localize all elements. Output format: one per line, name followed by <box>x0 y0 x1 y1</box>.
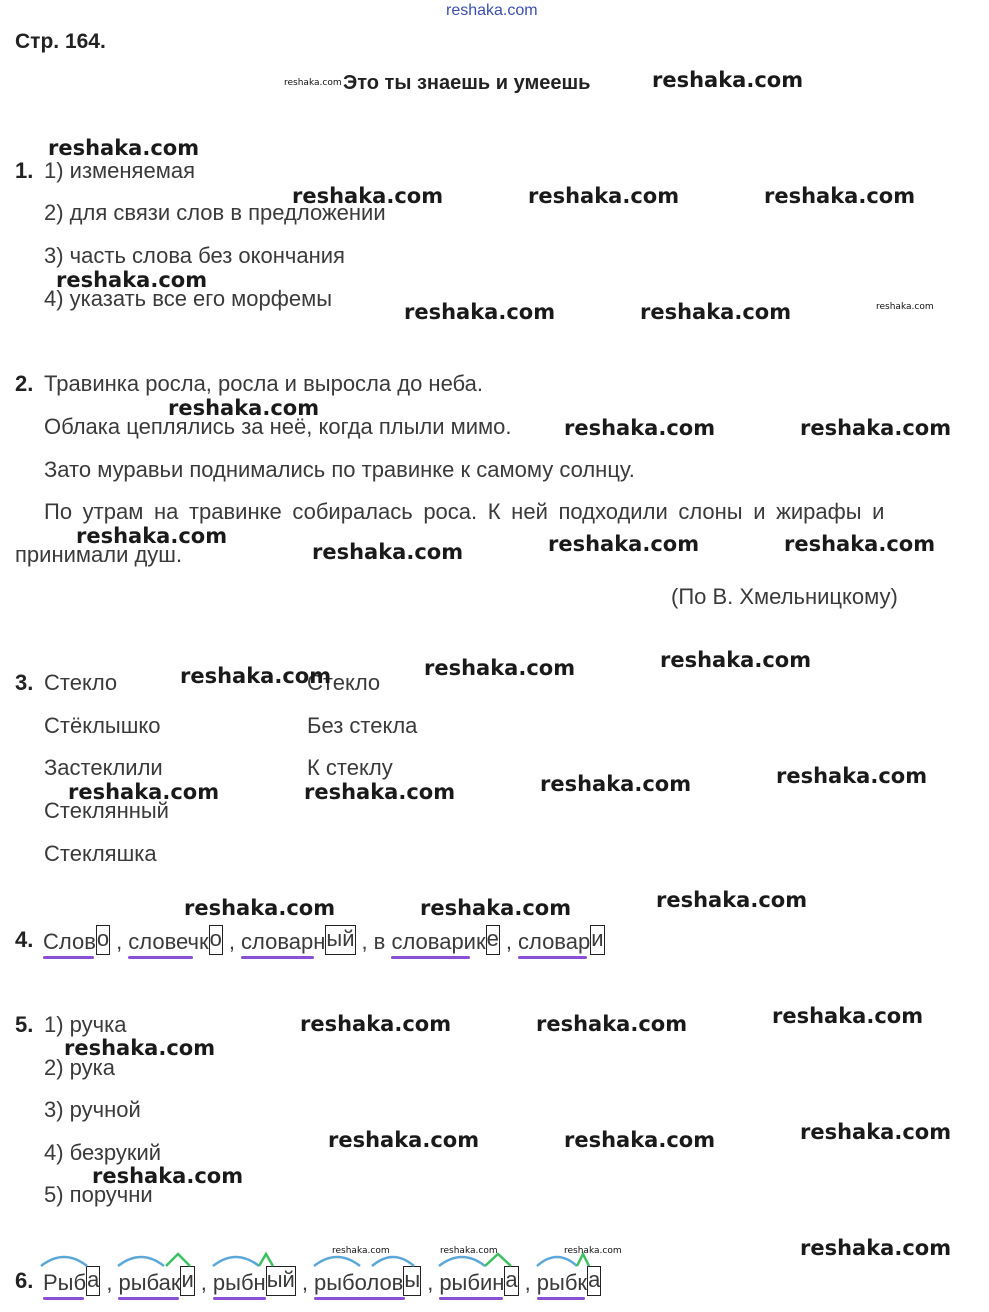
watermark: reshaka.com <box>180 664 332 688</box>
task6-word-3 <box>213 1266 296 1296</box>
task1-item-1: 1) изменяемая <box>44 158 195 183</box>
task4-word-5-root: словар <box>517 929 591 954</box>
watermark: reshaka.com <box>776 764 928 788</box>
task6-word-5-root: рыбин <box>439 1270 505 1295</box>
comma: , <box>361 929 368 954</box>
task3-number: 3. <box>15 670 34 695</box>
root-underline <box>43 1297 84 1300</box>
task2-line-1: Травинка росла, росла и выросла до неба. <box>44 371 484 396</box>
watermark: reshaka.com <box>328 1128 480 1152</box>
watermark: reshaka.com <box>300 1012 452 1036</box>
task6-word-4-ending: ы <box>403 1266 421 1296</box>
comma: , <box>200 1270 207 1295</box>
root-underline <box>118 1297 178 1300</box>
watermark-small: reshaka.com <box>332 1246 390 1256</box>
comma: , <box>524 1270 531 1295</box>
watermark: reshaka.com <box>56 268 208 292</box>
task6-word-6-ending: а <box>587 1266 601 1296</box>
task4-word-1 <box>43 925 110 955</box>
comma: , <box>427 1270 434 1295</box>
comma: , <box>106 1270 113 1295</box>
task6-word-4-root: рыболов <box>313 1270 404 1295</box>
comma: , <box>505 929 512 954</box>
root-underline <box>314 1297 405 1300</box>
task3-right-1: Стекло <box>307 670 381 695</box>
task3-right-3: К стеклу <box>307 755 393 780</box>
task2-line-2: Облака цеплялись за неё, когда плыли мимо. <box>44 414 512 439</box>
root-arc <box>116 1252 166 1268</box>
watermark: reshaka.com <box>536 1012 688 1036</box>
task4-word-2 <box>128 925 223 955</box>
watermark-small: reshaka.com <box>564 1246 622 1256</box>
task4-word-4-ending: е <box>486 925 500 955</box>
root-underline <box>43 956 94 959</box>
comma: , <box>301 1270 308 1295</box>
task4-word-3-root: словарн <box>241 929 326 954</box>
task6-word-1-ending: а <box>86 1266 100 1296</box>
watermark: reshaka.com <box>656 888 808 912</box>
comma: , <box>228 929 236 954</box>
page-header: Стр. 164. <box>15 30 106 53</box>
task4-word-5 <box>518 925 605 955</box>
watermark: reshaka.com <box>564 416 716 440</box>
task6-word-4 <box>314 1266 421 1296</box>
watermark: reshaka.com <box>540 772 692 796</box>
watermark: reshaka.com <box>68 780 220 804</box>
watermark: reshaka.com <box>304 780 456 804</box>
watermark: reshaka.com <box>404 300 556 324</box>
site-top-label: reshaka.com <box>446 2 538 19</box>
watermark: reshaka.com <box>64 1036 216 1060</box>
section-title: Это ты знаешь и умеешь <box>343 72 591 94</box>
task6-word-1-root: Рыб <box>43 1270 87 1295</box>
task2-number: 2. <box>15 371 34 396</box>
task6-word-1 <box>43 1266 100 1296</box>
watermark: reshaka.com <box>184 896 336 920</box>
watermark: reshaka.com <box>800 1236 952 1260</box>
root-underline <box>518 956 587 959</box>
task5-item-1: 1) ручка <box>44 1012 127 1037</box>
root-underline <box>241 956 314 959</box>
task1-number: 1. <box>15 158 34 183</box>
watermark: reshaka.com <box>660 648 812 672</box>
task4-word-1-root: Слов <box>43 929 96 954</box>
watermark: reshaka.com <box>528 184 680 208</box>
watermark: reshaka.com <box>564 1128 716 1152</box>
watermark-small: reshaka.com <box>440 1246 498 1256</box>
comma: , <box>116 929 123 954</box>
watermark: reshaka.com <box>92 1164 244 1188</box>
task6-word-2-ending: и <box>180 1266 194 1296</box>
task4-word-4 <box>391 925 499 955</box>
task6-number: 6. <box>15 1268 34 1293</box>
task6-word-5 <box>439 1266 518 1296</box>
watermark: reshaka.com <box>800 416 952 440</box>
root-underline <box>128 956 193 959</box>
task5-item-5: 5) поручни <box>44 1182 153 1207</box>
task4-word-3-ending: ый <box>325 925 355 955</box>
task3-left-3: Застеклили <box>44 755 163 780</box>
task4-word-1-ending: о <box>96 925 110 955</box>
task4-word-4-root: словарик <box>391 929 486 954</box>
task5-number: 5. <box>15 1012 34 1037</box>
task6-word-5-ending: а <box>504 1266 518 1296</box>
root-arc <box>39 1252 89 1268</box>
watermark: reshaka.com <box>312 540 464 564</box>
root-underline <box>391 956 469 959</box>
task3-left-5: Стекляшка <box>44 841 157 866</box>
task2-line-5: принимали душ. <box>15 542 183 567</box>
task1-item-3: 3) часть слова без окончания <box>44 243 345 268</box>
watermark: reshaka.com <box>800 1120 952 1144</box>
task6-word-2 <box>118 1266 194 1296</box>
watermark: reshaka.com <box>548 532 700 556</box>
task4-word-2-ending: о <box>209 925 223 955</box>
task3-left-1: Стекло <box>44 670 118 695</box>
watermark: reshaka.com <box>772 1004 924 1028</box>
task3-right-2: Без стекла <box>307 713 418 738</box>
task3-left-4: Стеклянный <box>44 798 169 823</box>
watermark: reshaka.com <box>424 656 576 680</box>
task5-item-3: 3) ручной <box>44 1097 141 1122</box>
root-arc <box>211 1252 261 1268</box>
watermark: reshaka.com <box>76 524 228 548</box>
task2-line-4: По утрам на травинке собиралась роса. К ней подходили слоны и жирафы и <box>44 499 885 524</box>
watermark: reshaka.com <box>420 896 572 920</box>
task4-word-4-prefix: в <box>373 929 392 954</box>
task2-source: (По В. Хмельницкому) <box>671 584 898 609</box>
task6-words <box>43 1266 601 1296</box>
watermark: reshaka.com <box>640 300 792 324</box>
root-underline <box>439 1297 502 1300</box>
task6-word-3-ending: ый <box>266 1266 296 1296</box>
task4-word-2-root: словечк <box>128 929 209 954</box>
watermark: reshaka.com <box>784 532 936 556</box>
task4-word-5-ending: и <box>590 925 604 955</box>
task6-word-3-root: рыбн <box>212 1270 266 1295</box>
suffix-mark <box>164 1252 192 1268</box>
suffix-mark <box>257 1252 275 1268</box>
task4-number: 4. <box>15 927 34 952</box>
task5-item-4: 4) безрукий <box>44 1140 162 1165</box>
task5-item-2: 2) рука <box>44 1055 116 1080</box>
watermark: reshaka.com <box>292 184 444 208</box>
task2-line-3: Зато муравьи поднимались по травинке к самому солнцу. <box>44 457 635 482</box>
watermark-small: reshaka.com <box>876 302 934 312</box>
watermark: reshaka.com <box>764 184 916 208</box>
task6-word-6 <box>537 1266 602 1296</box>
root-underline <box>213 1297 266 1300</box>
task4-words <box>43 925 605 955</box>
root-underline <box>537 1297 586 1300</box>
task4-word-3 <box>241 925 356 955</box>
title-watermark: reshaka.com <box>652 68 804 92</box>
title-watermark-small: reshaka.com <box>284 78 342 88</box>
watermark: reshaka.com <box>48 136 200 160</box>
task1-item-4: 4) указать все его морфемы <box>44 286 333 311</box>
task6-word-2-root: рыбак <box>118 1270 181 1295</box>
task1-item-2: 2) для связи слов в предложении <box>44 200 386 225</box>
task6-word-6-root: рыбк <box>536 1270 588 1295</box>
watermark: reshaka.com <box>168 396 320 420</box>
task3-left-2: Стёклышко <box>44 713 161 738</box>
